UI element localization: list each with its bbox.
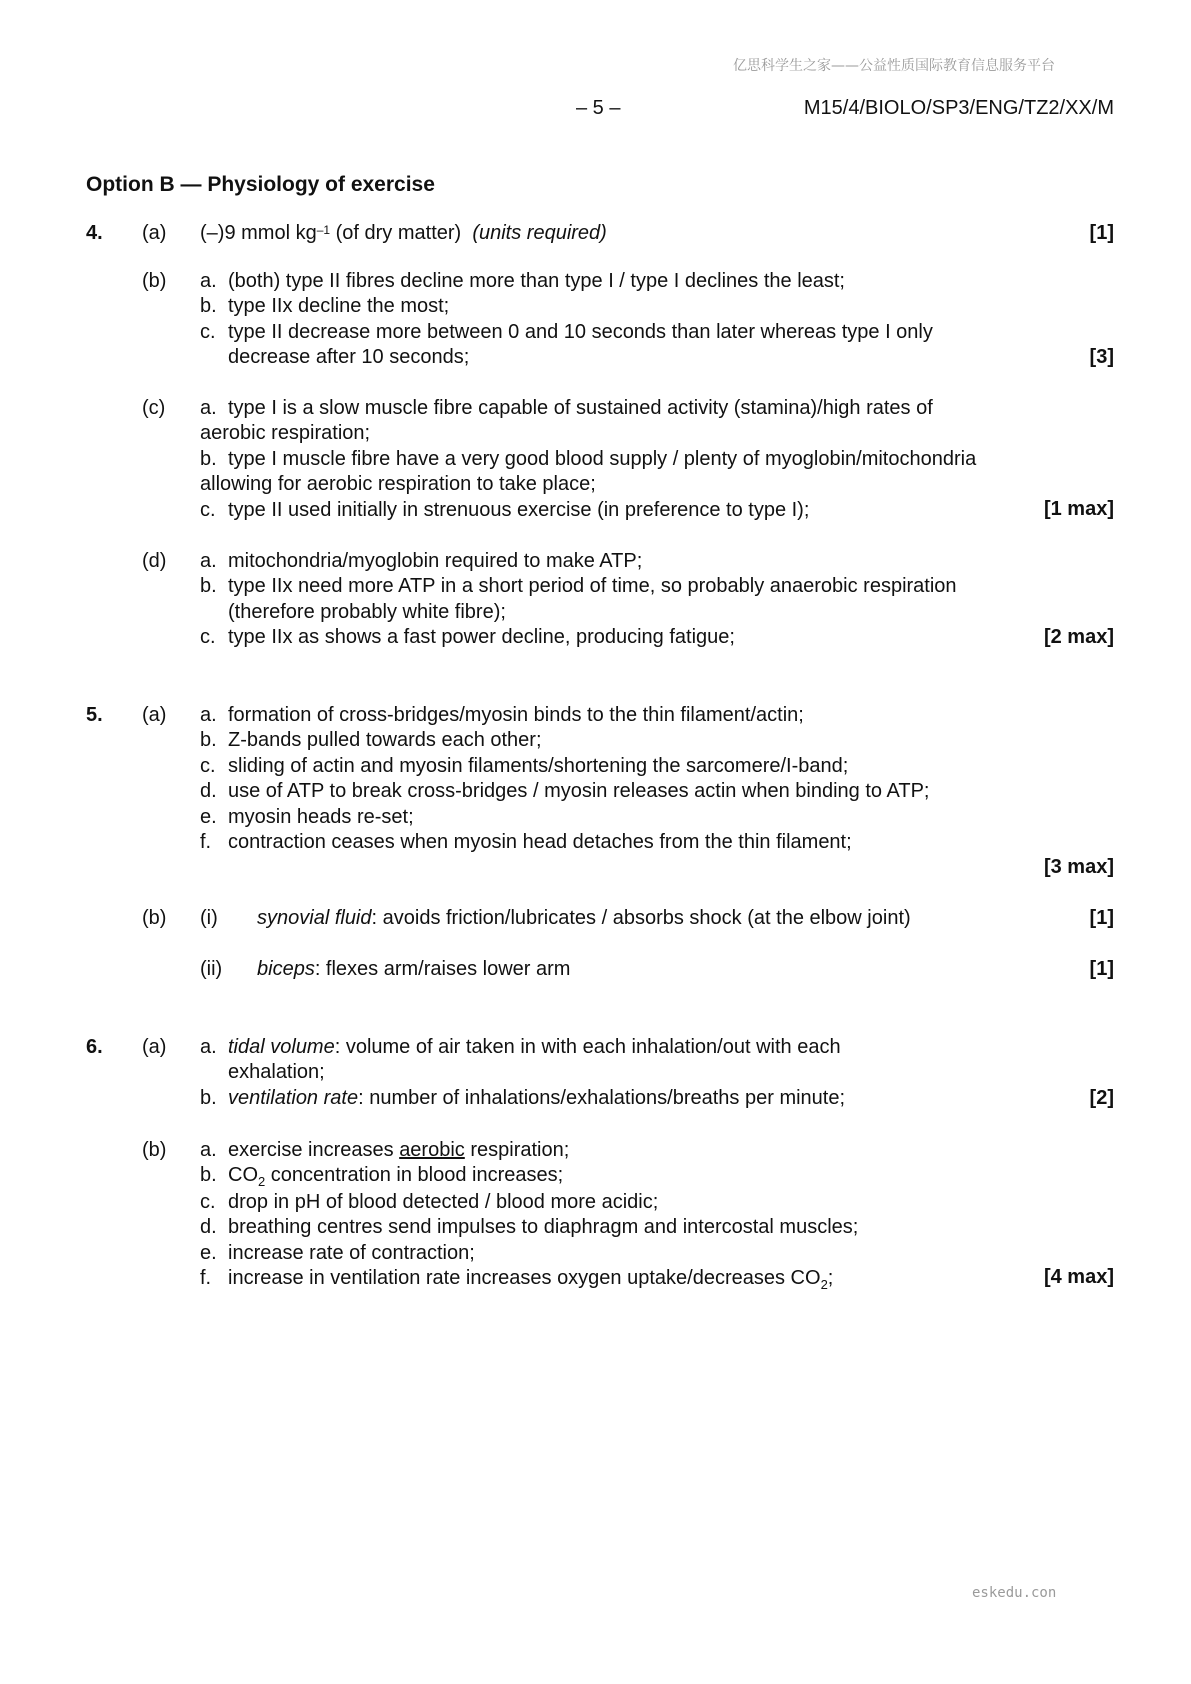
list-item: c. drop in pH of blood detected / blood more acidic; <box>200 1190 659 1213</box>
marks: [3 max] <box>1043 856 1114 878</box>
list-item: e. increase rate of contraction; <box>200 1241 475 1264</box>
question-number: 5. <box>86 704 103 726</box>
part-label: (a) <box>142 1036 167 1058</box>
list-item: c. sliding of actin and myosin filaments/shortening the sarcomere/I-band; <box>200 754 849 777</box>
list-item: a. formation of cross-bridges/myosin binds to the thin filament/actin; <box>200 704 804 726</box>
list-item: b. ventilation rate: number of inhalations/exhalations/breaths per minute; <box>200 1086 846 1109</box>
answer-list <box>200 396 985 523</box>
section-title: Option B — Physiology of exercise <box>86 173 435 196</box>
page-number: – 5 – <box>576 97 621 119</box>
list-item: e. myosin heads re-set; <box>200 805 414 828</box>
list-item: a. type I is a slow muscle fibre capable of sustained activity (stamina)/high rates of aerobic respiration; <box>200 397 933 445</box>
list-item: a. exercise increases aerobic respiration; <box>200 1139 570 1161</box>
document-code: M15/4/BIOLO/SP3/ENG/TZ2/XX/M <box>803 97 1114 119</box>
answer-list <box>200 1138 1000 1292</box>
question-number: 6. <box>86 1036 103 1058</box>
part-label: (a) <box>142 222 167 244</box>
part-label: (d) <box>142 550 167 572</box>
answer-text: (–)9 mmol $kg^{-1}$ (of dry matter) (units required) <box>200 222 607 244</box>
answer-list <box>200 1035 920 1111</box>
list-item: a. mitochondria/myoglobin required to make ATP; <box>200 550 643 572</box>
list-item: b. $CO_2$ concentration in blood increases; <box>200 1164 564 1190</box>
list-item: c. type II used initially in strenuous exercise (in preference to type I); <box>200 498 810 521</box>
marks: [1] <box>1089 907 1114 929</box>
list-item: b. type I muscle fibre have a very good blood supply / plenty of myoglobin/mitochondria allowing for aerobic respiration to take place; <box>200 447 977 496</box>
marks: [3] <box>1089 346 1114 368</box>
marks: [1 max] <box>1043 498 1114 520</box>
subpart-label: (ii) <box>200 958 223 980</box>
list-item: c. type II decrease more between 0 and 10 seconds than later whereas type I only decrease after 10 seconds; <box>200 320 933 369</box>
answer-list <box>200 549 1000 651</box>
answer-text: synovial fluid: avoids friction/lubricates / absorbs shock (at the elbow joint) <box>257 907 911 929</box>
answer-text: biceps: flexes arm/raises lower arm <box>257 958 571 980</box>
watermark-top: 亿思科学生之家——公益性质国际教育信息服务平台 <box>733 58 1055 74</box>
list-item: d. use of ATP to break cross-bridges / myosin releases actin when binding to ATP; <box>200 780 930 803</box>
marks: [4 max] <box>1043 1266 1114 1288</box>
subpart-label: (i) <box>200 907 218 929</box>
marks: [1] <box>1089 958 1114 980</box>
watermark-bottom: eskedu.con <box>972 1585 1057 1601</box>
list-item: d. breathing centres send impulses to diaphragm and intercostal muscles; <box>200 1216 859 1239</box>
part-label: (b) <box>142 1139 167 1161</box>
marks: [2] <box>1089 1087 1114 1109</box>
list-item: c. type IIx as shows a fast power decline, producing fatigue; <box>200 626 735 649</box>
list-item: f. contraction ceases when myosin head detaches from the thin filament; <box>200 831 852 854</box>
part-label: (b) <box>142 907 167 929</box>
list-item: a. tidal volume: volume of air taken in with each inhalation/out with each exhalation; <box>200 1036 841 1084</box>
list-item: a. (both) type II fibres decline more than type I / type I declines the least; <box>200 270 845 292</box>
marks: [2 max] <box>1043 626 1114 648</box>
question-number: 4. <box>86 222 103 244</box>
list-item: b. type IIx decline the most; <box>200 295 450 318</box>
list-item: f. increase in ventilation rate increases oxygen uptake/decreases $CO_2$; <box>200 1267 834 1293</box>
part-label: (c) <box>142 397 166 419</box>
list-item: b. type IIx need more ATP in a short period of time, so probably anaerobic respiration (therefore probably white fibre); <box>200 575 957 623</box>
marks: [1] <box>1089 222 1114 244</box>
answer-list <box>200 703 1000 855</box>
list-item: b. Z-bands pulled towards each other; <box>200 729 542 752</box>
answer-list <box>200 269 1000 371</box>
part-label: (a) <box>142 704 167 726</box>
part-label: (b) <box>142 270 167 292</box>
